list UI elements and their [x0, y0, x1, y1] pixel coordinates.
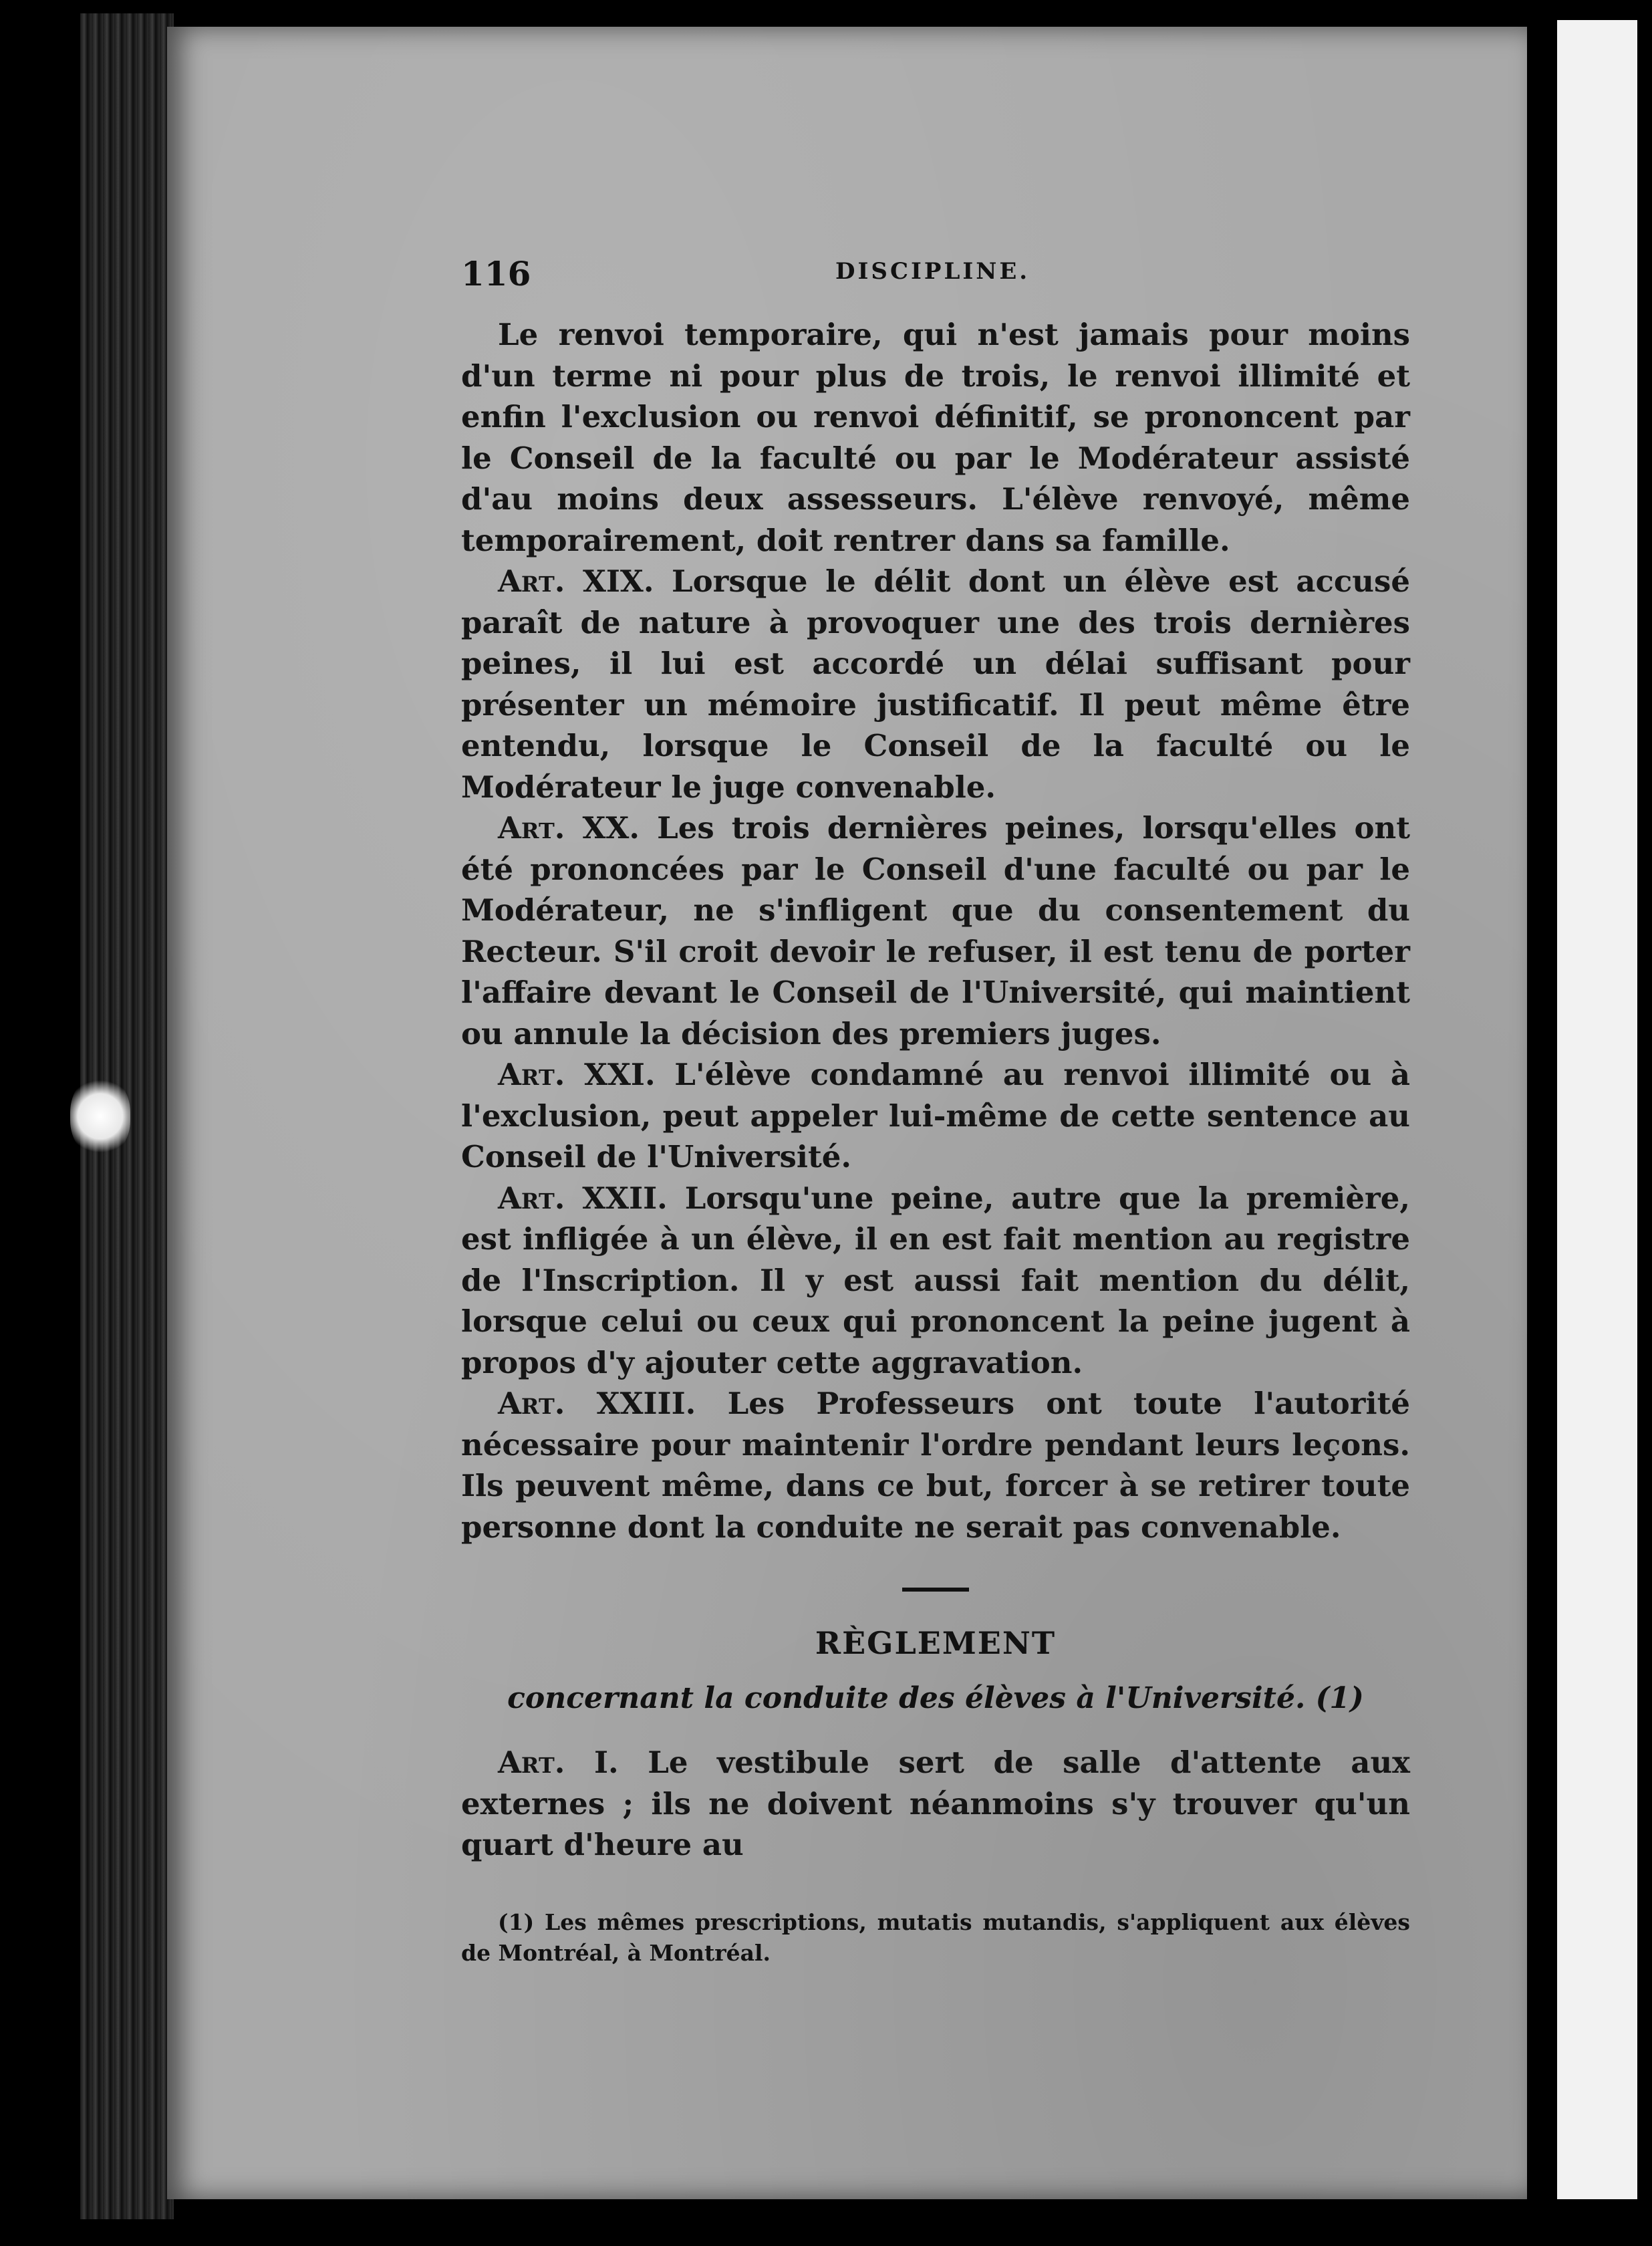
article-text: Les trois dernières peines, lorsqu'elles ont été prononcées par le Conseil d'une faculté ou par le Modérateur, ne s'infligent que du consentement du Recteur. S'il croit devoir le refuser, il est tenu de porter l'affaire devant le Conseil de l'Université, qui maintient ou annule la décision des premiers juges. — [461, 810, 1410, 1051]
article-label: Art. XXIII. — [498, 1386, 696, 1421]
article-paragraph — [461, 1742, 1410, 1866]
article-label: Art. I. — [498, 1745, 619, 1780]
article-text: Lorsqu'une peine, autre que la première, est infligée à un élève, il en est fait mention au registre de l'Inscription. Il y est aussi fait mention du délit, lorsque celui ou ceux qui prononcent la peine jugent à propos d'y ajouter cette aggravation. — [461, 1180, 1411, 1380]
page-header — [461, 241, 1410, 314]
article-text: L'élève condamné au renvoi illimité ou à l'exclusion, peut appeler lui-même de cette sentence au Conseil de l'Université. — [461, 1057, 1411, 1174]
body-text — [461, 314, 1410, 1547]
article-label: Art. XXII. — [498, 1180, 668, 1216]
running-head: DISCIPLINE. — [835, 258, 1030, 285]
paragraph-text: Le renvoi temporaire, qui n'est jamais pour moins d'un terme ni pour plus de trois, le renvoi illimité et enfin l'exclusion ou renvoi définitif, se prononcent par le Conseil de la faculté ou par le Modérateur assisté d'au moins deux assesseurs. L'élève renvoyé, même temporairement, doit rentrer dans sa famille. — [461, 317, 1410, 558]
article-text: Les Professeurs ont toute l'autorité nécessaire pour maintenir l'ordre pendant leurs leçons. Ils peuvent même, dans ce but, forcer à se retirer toute personne dont la conduite ne serait pas convenable. — [461, 1386, 1410, 1545]
section-subtitle: concernant la conduite des élèves à l'Université. (1) — [507, 1681, 1364, 1715]
article-paragraph — [461, 1178, 1410, 1384]
reglement-body — [461, 1742, 1410, 1866]
page-number: 116 — [461, 254, 531, 293]
facing-page-strip — [1557, 20, 1637, 2199]
paper-stain — [70, 1076, 130, 1156]
article-text: Lorsque le délit dont un élève est accusé paraît de nature à provoquer une des trois dernières peines, il lui est accordé un délai suffisant pour présenter un mémoire justificatif. Il peut même être entendu, lorsque le Conseil de la faculté ou le Modérateur le juge convenable. — [461, 564, 1410, 805]
page-text-block — [461, 241, 1410, 1969]
article-label: Art. XIX. — [498, 564, 654, 599]
article-label: Art. XX. — [498, 810, 640, 846]
article-paragraph — [461, 561, 1410, 807]
article-paragraph — [461, 1054, 1410, 1178]
paragraph — [461, 314, 1410, 561]
section-divider — [902, 1588, 969, 1592]
article-paragraph — [461, 807, 1410, 1054]
footnote: (1) Les mêmes prescriptions, mutatis mutandis, s'appliquent aux élèves de Montréal, à Montréal. — [461, 1908, 1410, 1966]
article-label: Art. XXI. — [498, 1057, 656, 1092]
section-title: RÈGLEMENT — [815, 1625, 1057, 1661]
article-text: Le vestibule sert de salle d'attente aux externes ; ils ne doivent néanmoins s'y trouver qu'un quart d'heure au — [461, 1745, 1410, 1862]
article-paragraph — [461, 1383, 1410, 1547]
